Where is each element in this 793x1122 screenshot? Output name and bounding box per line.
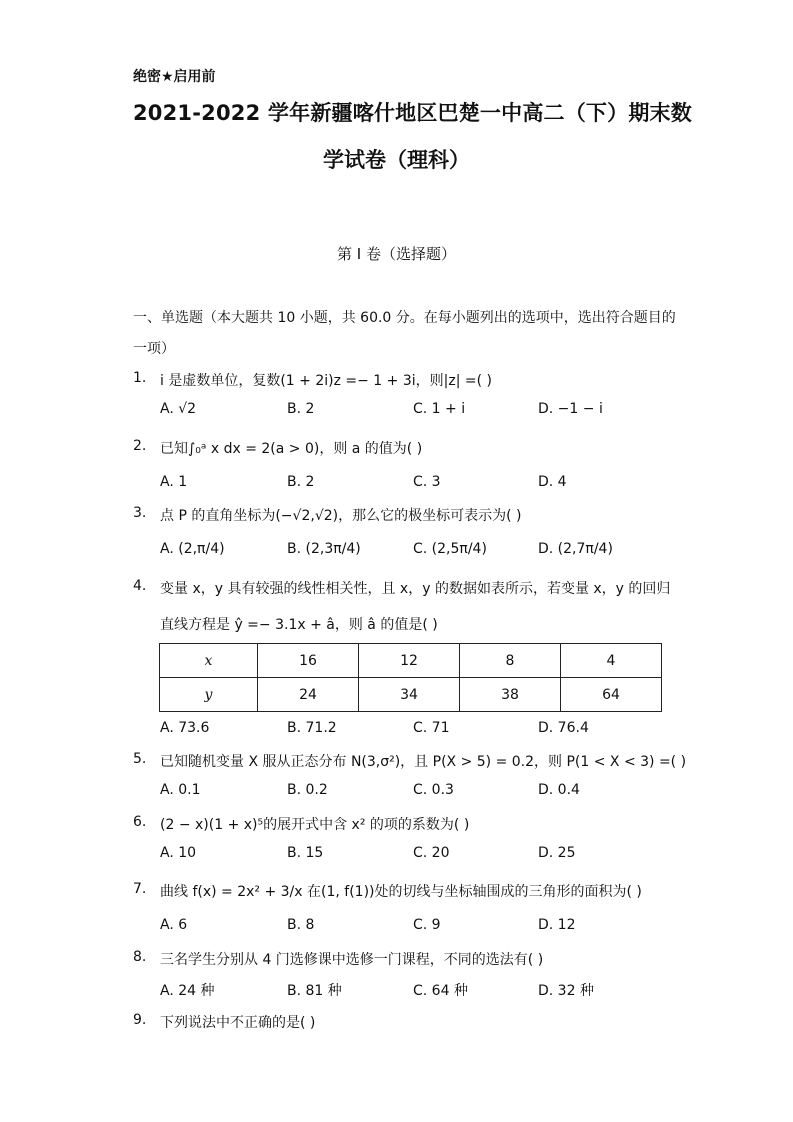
question-number: 3. (133, 505, 147, 521)
option-c: C. 64 种 (413, 983, 468, 999)
option-b: B. 8 (287, 917, 315, 933)
table-cell: 12 (359, 644, 460, 678)
option-c: C. 0.3 (413, 782, 454, 798)
table-cell: x (160, 644, 258, 678)
question-text: 曲线 f(x) = 2x² + 3/x 在(1, f(1))处的切线与坐标轴围成的三角形的面积为( ) (160, 884, 642, 900)
question-text: 已知∫₀ᵃ x dx = 2(a > 0)，则 a 的值为( ) (160, 441, 423, 457)
table-cell: y (160, 678, 258, 712)
exam-title-line1: 2021-2022 学年新疆喀什地区巴楚一中高二（下）期末数 (133, 101, 692, 125)
option-d: D. (2,7π/4) (538, 541, 613, 557)
option-c: C. (2,5π/4) (413, 541, 487, 557)
option-d: D. 0.4 (538, 782, 580, 798)
option-a: A. 1 (160, 474, 188, 490)
question-number: 4. (133, 578, 147, 594)
option-a: A. √2 (160, 401, 197, 417)
table-cell: 38 (460, 678, 561, 712)
option-c: C. 20 (413, 845, 450, 861)
option-b: B. 2 (287, 401, 315, 417)
question-number: 2. (133, 438, 147, 454)
table-row (160, 644, 662, 678)
data-table (159, 643, 662, 712)
option-d: D. −1 − i (538, 401, 603, 417)
table-cell: 64 (561, 678, 662, 712)
question-text: 点 P 的直角坐标为(−√2,√2)，那么它的极坐标可表示为( ) (160, 508, 522, 524)
option-b: B. 81 种 (287, 983, 342, 999)
option-c: C. 3 (413, 474, 441, 490)
question-text: i 是虚数单位，复数(1 + 2i)z =− 1 + 3i，则|z| =( ) (160, 373, 492, 389)
question-text-continued: 直线方程是 ŷ =− 3.1x + â，则 â 的值是( ) (160, 617, 438, 633)
part-instructions-line2: 一项） (133, 341, 175, 357)
question-number: 9. (133, 1012, 147, 1028)
option-a: A. 24 种 (160, 983, 215, 999)
question-number: 6. (133, 814, 147, 830)
question-text: 已知随机变量 X 服从正态分布 N(3,σ²)，且 P(X > 5) = 0.2，则 P(1 < X < 3) =( ) (160, 754, 687, 770)
option-c: C. 71 (413, 720, 450, 736)
option-d: D. 4 (538, 474, 567, 490)
part-instructions-line1: 一、单选题（本大题共 10 小题，共 60.0 分。在每小题列出的选项中，选出符合题目的 (133, 310, 676, 326)
table-cell: 24 (258, 678, 359, 712)
option-a: A. 0.1 (160, 782, 201, 798)
question-text: 三名学生分别从 4 门选修课中选修一门课程，不同的选法有( ) (160, 952, 544, 968)
option-a: A. (2,π/4) (160, 541, 225, 557)
option-a: A. 6 (160, 917, 188, 933)
option-d: D. 12 (538, 917, 576, 933)
table-cell: 8 (460, 644, 561, 678)
question-text: 下列说法中不正确的是( ) (160, 1015, 316, 1031)
table-cell: 16 (258, 644, 359, 678)
exam-title-line2: 学试卷（理科） (323, 148, 470, 172)
table-cell: 34 (359, 678, 460, 712)
option-b: B. (2,3π/4) (287, 541, 361, 557)
option-c: C. 9 (413, 917, 441, 933)
question-text: (2 − x)(1 + x)⁵的展开式中含 x² 的项的系数为( ) (160, 817, 470, 833)
question-number: 7. (133, 881, 147, 897)
option-d: D. 25 (538, 845, 576, 861)
question-number: 8. (133, 949, 147, 965)
question-number: 5. (133, 751, 147, 767)
option-d: D. 76.4 (538, 720, 589, 736)
section-title: 第 I 卷（选择题） (337, 245, 456, 263)
option-b: B. 71.2 (287, 720, 337, 736)
option-b: B. 0.2 (287, 782, 328, 798)
option-d: D. 32 种 (538, 983, 594, 999)
option-b: B. 15 (287, 845, 324, 861)
confidential-label: 绝密★启用前 (133, 69, 216, 85)
option-a: A. 10 (160, 845, 197, 861)
question-number: 1. (133, 370, 147, 386)
option-c: C. 1 + i (413, 401, 466, 417)
option-b: B. 2 (287, 474, 315, 490)
table-row (160, 678, 662, 712)
table-cell: 4 (561, 644, 662, 678)
option-a: A. 73.6 (160, 720, 210, 736)
question-text: 变量 x，y 具有较强的线性相关性，且 x，y 的数据如表所示，若变量 x，y 的回归 (160, 581, 671, 597)
